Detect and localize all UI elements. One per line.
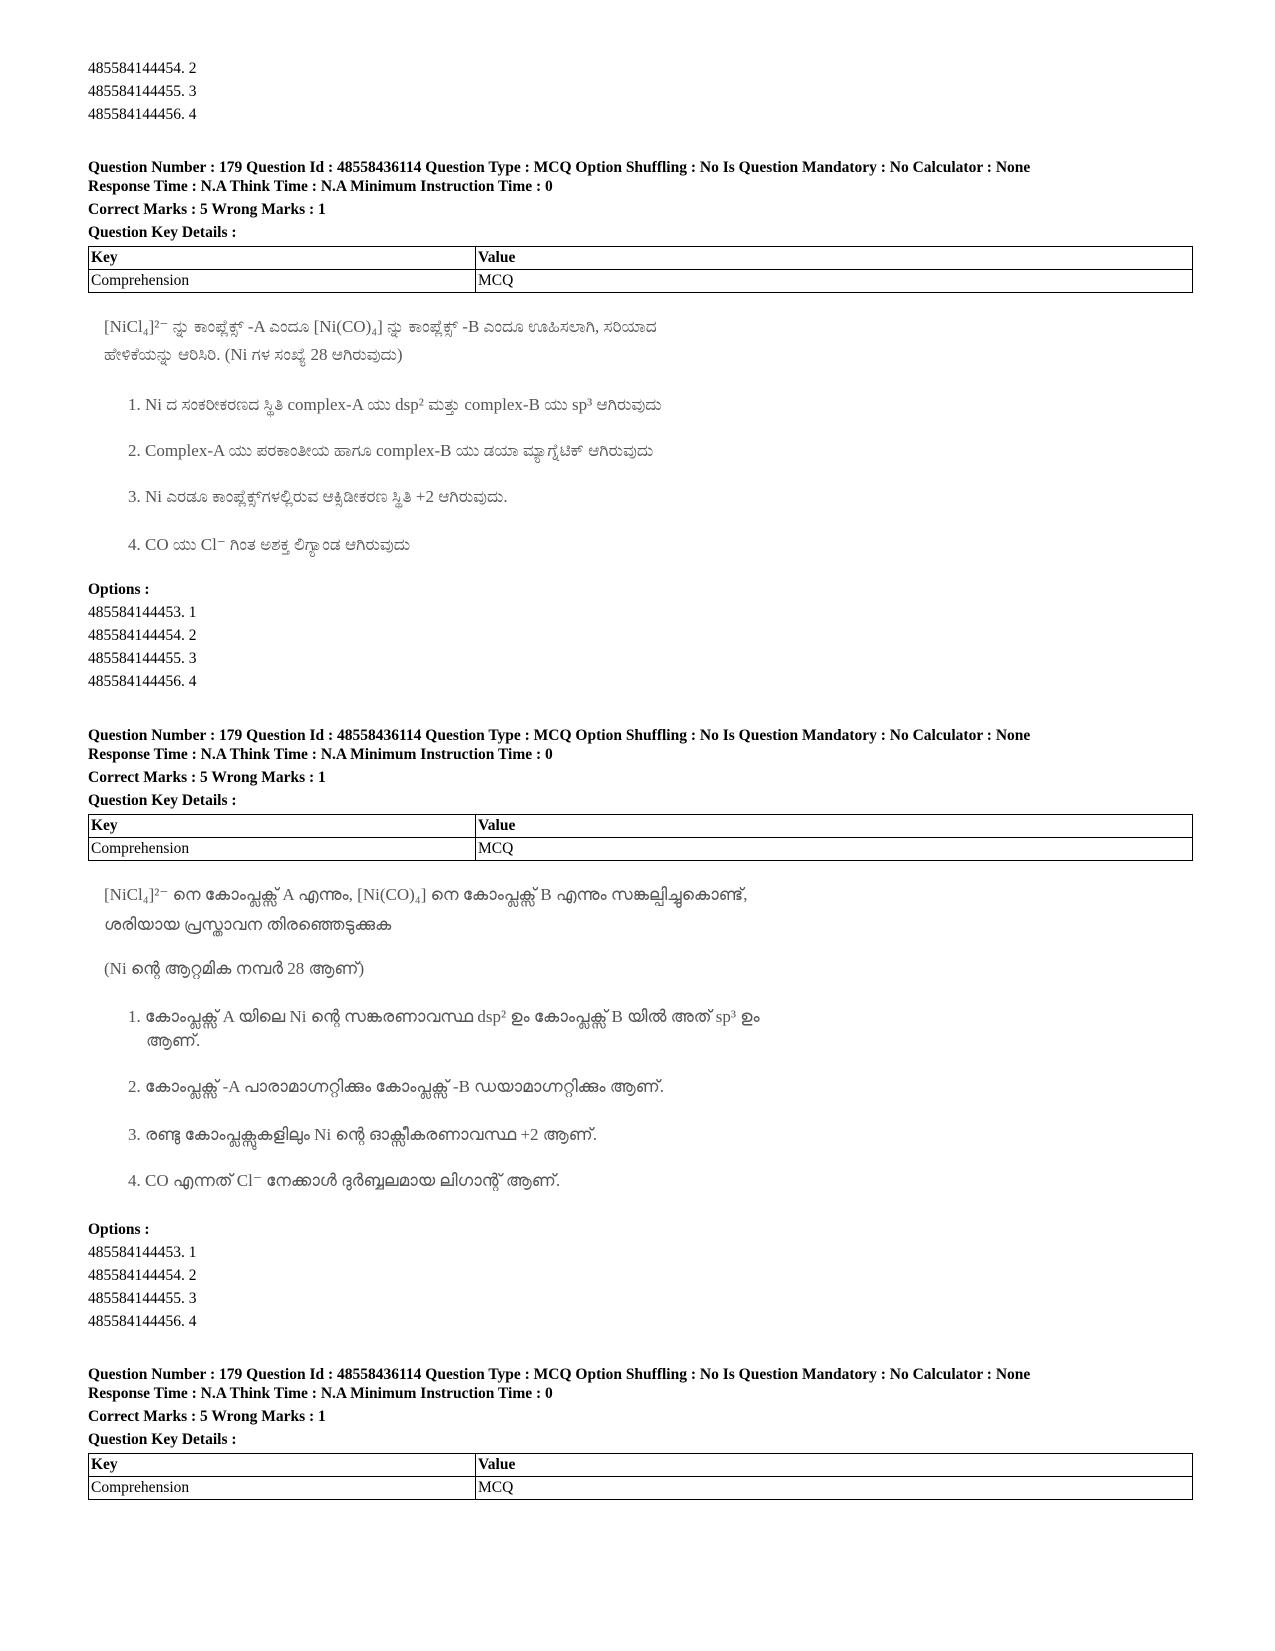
option-line: 485584144453. 1 (88, 604, 197, 621)
table-cell-key: Comprehension (89, 270, 476, 293)
option-line: 485584144456. 4 (88, 106, 197, 123)
question-stem: ശരിയായ പ്രസ്താവന തിരഞ്ഞെടുക്കുക (104, 915, 392, 934)
option-line: 485584144454. 2 (88, 627, 197, 644)
question-timing: Response Time : N.A Think Time : N.A Minimum Instruction Time : 0 (88, 178, 553, 195)
key-details-label: Question Key Details : (88, 792, 237, 809)
option-line: 485584144454. 2 (88, 60, 197, 77)
question-marks: Correct Marks : 5 Wrong Marks : 1 (88, 1408, 326, 1425)
question-timing: Response Time : N.A Think Time : N.A Minimum Instruction Time : 0 (88, 1385, 553, 1402)
question-choice: 2. കോംപ്ലക്സ് -A പാരാമാഗ്നറ്റിക്കും കോംപ്ലക്സ് -B ഡയാമാഗ്നറ്റിക്കും ആണ്. (128, 1077, 664, 1096)
option-line: 485584144456. 4 (88, 1313, 197, 1330)
question-stem: [NiCl₄]²⁻ ನ್ನು ಕಾಂಪ್ಲೆಕ್ಸ್ -A ಎಂದೂ [Ni(CO)₄] ನ್ನು ಕಾಂಪ್ಲೆಕ್ಸ್ -B ಎಂದೂ ಊಹಿಸಲಾಗಿ, ಸರಿಯಾದ (104, 317, 657, 336)
question-meta: Question Number : 179 Question Id : 48558436114 Question Type : MCQ Option Shuffling : No Is Question Mandatory : No Calculator : None (88, 1366, 1031, 1383)
question-marks: Correct Marks : 5 Wrong Marks : 1 (88, 769, 326, 786)
option-line: 485584144455. 3 (88, 650, 197, 667)
key-details-label: Question Key Details : (88, 224, 237, 241)
question-marks: Correct Marks : 5 Wrong Marks : 1 (88, 201, 326, 218)
options-label: Options : (88, 581, 150, 598)
option-line: 485584144455. 3 (88, 83, 197, 100)
option-line: 485584144454. 2 (88, 1267, 197, 1284)
question-meta: Question Number : 179 Question Id : 48558436114 Question Type : MCQ Option Shuffling : No Is Question Mandatory : No Calculator : None (88, 727, 1031, 744)
key-details-table (88, 814, 1193, 861)
table-cell-key: Comprehension (89, 1477, 476, 1500)
question-choice: 3. രണ്ടു കോംപ്ലക്സുകളിലും Ni ന്റെ ഓക്സീകരണാവസ്ഥ +2 ആണ്. (128, 1125, 597, 1144)
option-line: 485584144455. 3 (88, 1290, 197, 1307)
table-header-key: Key (89, 247, 476, 270)
key-details-label: Question Key Details : (88, 1431, 237, 1448)
question-stem: [NiCl₄]²⁻ നെ കോംപ്ലക്സ് A എന്നും, [Ni(CO)₄] നെ കോംപ്ലക്സ് B എന്നും സങ്കല്പിച്ചുകൊണ്ട്, (104, 885, 748, 904)
key-details-table (88, 1453, 1193, 1500)
question-choice: 1. Ni ದ ಸಂಕರೀಕರಣದ ಸ್ಥಿತಿ complex-A ಯು dsp² ಮತ್ತು complex-B ಯು sp³ ಆಗಿರುವುದು (128, 395, 662, 414)
table-header-value: Value (476, 1454, 1193, 1477)
question-choice: 4. CO ಯು Cl⁻ ಗಿಂತ ಅಶಕ್ತ ಲಿಗ್ಯಾಂಡ ಆಗಿರುವುದು (128, 535, 411, 554)
question-stem: (Ni ന്റെ ആറ്റമിക നമ്പർ 28 ആണ്) (104, 959, 365, 978)
question-image-malayalam (104, 884, 1004, 1204)
table-cell-value: MCQ (476, 838, 1193, 861)
question-choice: 1. കോംപ്ലക്സ് A യിലെ Ni ന്റെ സങ്കരണാവസ്ഥ dsp² ഉം കോംപ്ലക്സ് B യിൽ അത് sp³ ഉം (128, 1007, 760, 1026)
question-choice: 3. Ni ಎರಡೂ ಕಾಂಪ್ಲೆಕ್ಸ್‌ಗಳಲ್ಲಿರುವ ಆಕ್ಸಿಡೀಕರಣ ಸ್ಥಿತಿ +2 ಆಗಿರುವುದು. (128, 487, 508, 506)
question-image-kannada (104, 316, 1004, 566)
question-choice: ആണ്. (146, 1031, 201, 1050)
table-header-value: Value (476, 815, 1193, 838)
question-meta: Question Number : 179 Question Id : 48558436114 Question Type : MCQ Option Shuffling : No Is Question Mandatory : No Calculator : None (88, 159, 1031, 176)
table-cell-value: MCQ (476, 270, 1193, 293)
key-details-table (88, 246, 1193, 293)
question-timing: Response Time : N.A Think Time : N.A Minimum Instruction Time : 0 (88, 746, 553, 763)
table-cell-key: Comprehension (89, 838, 476, 861)
option-line: 485584144453. 1 (88, 1244, 197, 1261)
question-choice: 4. CO എന്നത് Cl⁻ നേക്കാൾ ദുർബ്ബലമായ ലിഗാന്റ് ആണ്. (128, 1171, 561, 1190)
table-cell-value: MCQ (476, 1477, 1193, 1500)
table-header-value: Value (476, 247, 1193, 270)
question-stem: ಹೇಳಿಕೆಯನ್ನು ಆರಿಸಿರಿ. (Ni ಗಳ ಸಂಖ್ಯೆ 28 ಆಗಿರುವುದು) (104, 345, 403, 364)
table-header-key: Key (89, 1454, 476, 1477)
options-label: Options : (88, 1221, 150, 1238)
question-choice: 2. Complex-A ಯು ಪರಕಾಂತೀಯ ಹಾಗೂ complex-B ಯು ಡಯಾ ಮ್ಯಾಗ್ನೆಟಿಕ್ ಆಗಿರುವುದು (128, 441, 654, 460)
table-header-key: Key (89, 815, 476, 838)
option-line: 485584144456. 4 (88, 673, 197, 690)
